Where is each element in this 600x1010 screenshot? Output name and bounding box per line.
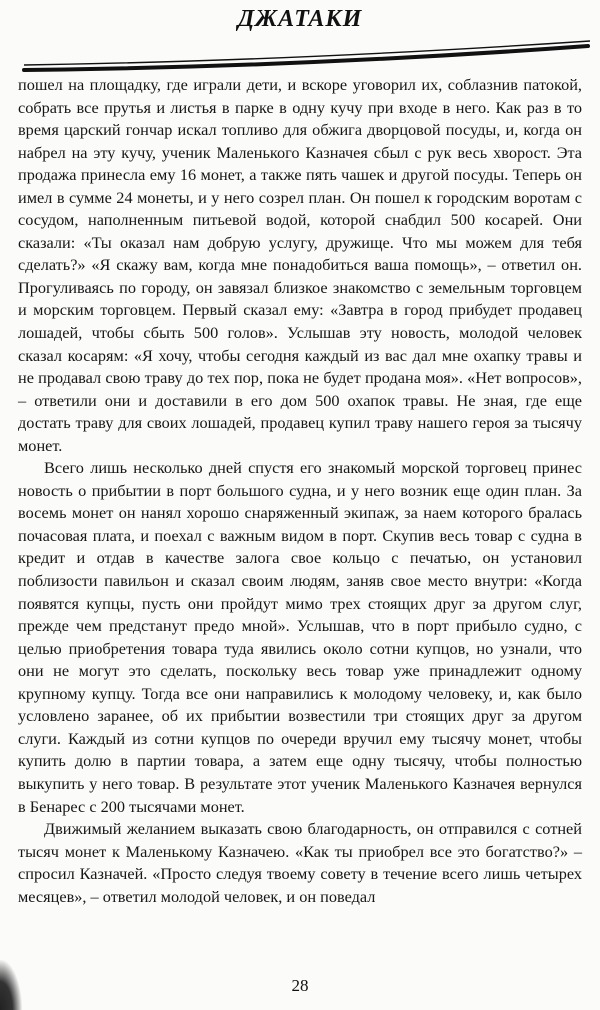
paragraph-2: Всего лишь несколько дней спустя его знакомый морской торговец принес новость о прибытии в порт большого судна, и у него возник еще один план. За восемь монет он нанял хорошо снаряженный экипаж, за наем которого бралась почасовая плата, и поехал с важным видом в порт. Скупив весь товар с судна в кредит и отдав в качестве залога свое кольцо с печатью, он установил поблизости павильон и сказал своим людям, заняв свое место внутри: «Когда появятся купцы, пусть они пройдут мимо трех стоящих друг за другом слуг, прежде чем предстанут предо мной». Услышав, что в порт прибыло судно, с целью приобретения товара туда явились около сотни купцов, но узнали, что они не могут это сделать, поскольку весь товар уже принадлежит одному крупному купцу. Тогда все они направились к молодому человеку, и, как было условлено заранее, об их прибытии возвестили три стоящих друг за другом слуги. Каждый из сотни купцов по очереди вручил ему тысячу монет, чтобы купить долю в партии товара, а затем еще одну тысячу, чтобы полностью выкупить у него товар. В результате этот ученик Маленького Казначея вернулся в Бенарес с 200 тысячами монет. bbox=[18, 458, 582, 816]
page-edge-shadow bbox=[0, 960, 22, 1010]
header-ornament-rule bbox=[0, 40, 600, 72]
running-header-title: ДЖАТАКИ bbox=[237, 6, 363, 32]
page-number: 28 bbox=[291, 976, 309, 995]
body-text bbox=[18, 74, 582, 908]
paragraph-3: Движимый желанием выказать свою благодарность, он отправился с сотней тысяч монет к Маленькому Казначею. «Как ты приобрел все это богатство?» – спросил Казначей. «Просто следуя твоему совету в течение всего лишь четырех месяцев», – ответил молодой человек, и он поведал bbox=[18, 819, 582, 906]
paragraph-1: пошел на площадку, где играли дети, и вскоре уговорил их, соблазнив патокой, собрать все прутья и листья в парке в одну кучу при входе в него. Как раз в то время царский гончар искал топливо для обжига дворцовой посуды, и, когда он набрел на эту кучу, ученик Маленького Казначея сбыл с рук весь хворост. Эта продажа принесла ему 16 монет, а также пять чашек и другой посуды. Теперь он имел в сумме 24 монеты, и у него созрел план. Он пошел к городским воротам с сосудом, наполненным питьевой водой, которой снабдил 500 косарей. Они сказали: «Ты оказал нам добрую услугу, дружище. Что мы можем для тебя сделать?» «Я скажу вам, когда мне понадобиться ваша помощь», – ответил он. Прогуливаясь по городу, он завязал близкое знакомство с земельным торговцем и морским торговцем. Первый сказал ему: «Завтра в город прибудет продавец лошадей, чтобы сбыть 500 голов». Услышав эту новость, молодой человек сказал косарям: «Я хочу, чтобы сегодня каждый из вас дал мне охапку травы и не продавал свою траву до тех пор, пока не будет продана моя». «Нет вопросов», – ответили они и доставили в его дом 500 охапок травы. Не зная, где еще достать траву для своих лошадей, продавец купил траву нашего героя за тысячу монет. bbox=[18, 75, 582, 455]
